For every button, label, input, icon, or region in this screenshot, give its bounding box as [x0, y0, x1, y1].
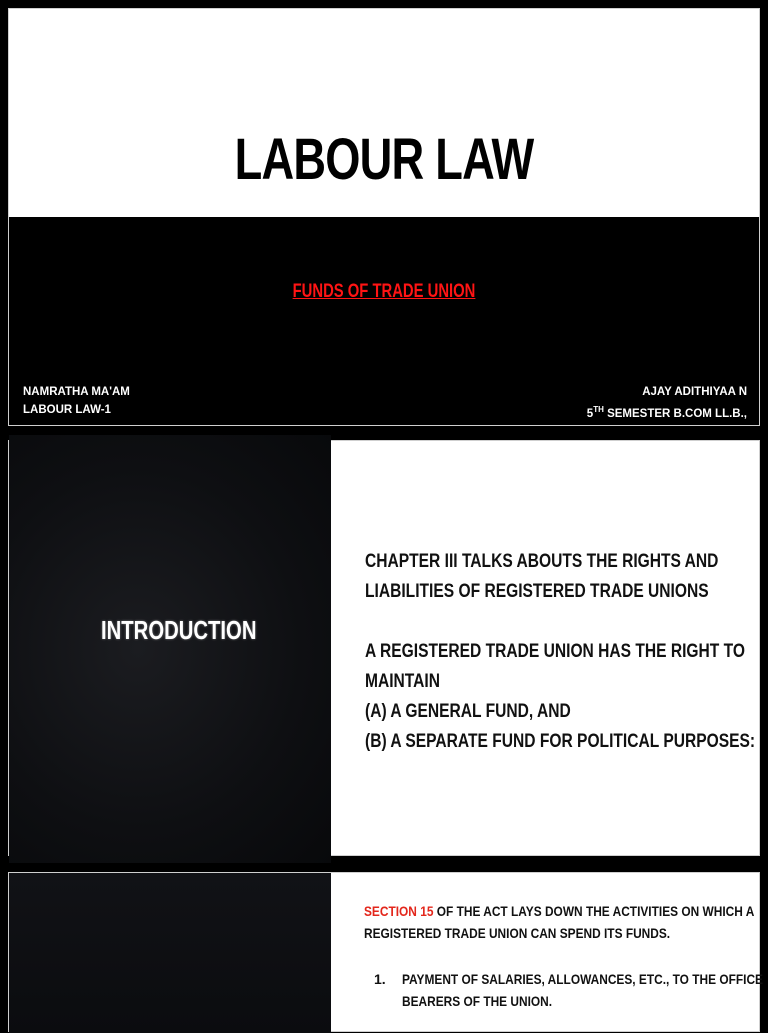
paragraph2-line: A REGISTERED TRADE UNION HAS THE RIGHT TO: [365, 641, 746, 662]
student-name: AJAY ADITHIYAA N: [642, 386, 747, 398]
section15-slide: [8, 872, 763, 1032]
semester-rest: SEMESTER B.COM LL.B.,: [603, 407, 747, 420]
paragraph2-line: MAINTAIN: [365, 671, 441, 692]
main-title: LABOUR LAW: [234, 127, 534, 192]
list-item: [364, 968, 763, 1012]
list-item-line: PAYMENT OF SALARIES, ALLOWANCES, ETC., TO THE OFFICE: [402, 971, 763, 987]
paragraph2-line: (A) A GENERAL FUND, AND: [365, 701, 571, 722]
instructor-name: NAMRATHA MA'AM: [23, 386, 130, 398]
section-reference: SECTION 15: [364, 903, 434, 919]
section15-intro-line2: REGISTERED TRADE UNION CAN SPEND ITS FUNDS.: [364, 925, 671, 941]
title-slide: [8, 8, 760, 426]
instructor-credit: [23, 383, 130, 419]
semester-suffix: TH: [593, 405, 604, 414]
course-name: LABOUR LAW-1: [23, 404, 111, 416]
semester-number: 5: [586, 407, 594, 420]
section15-intro-line: [364, 900, 755, 922]
dark-side-panel: [9, 435, 331, 863]
paragraph-spacer: [365, 607, 745, 637]
dark-side-panel: [9, 873, 331, 1033]
paragraph1-line: CHAPTER III TALKS ABOUTS THE RIGHTS AND: [365, 551, 719, 572]
section15-body: [364, 900, 763, 1012]
introduction-slide: [8, 440, 760, 856]
activities-list: [364, 968, 763, 1012]
introduction-body: [365, 547, 756, 757]
slide-subtitle: FUNDS OF TRADE UNION: [292, 281, 476, 302]
paragraph2-line: (B) A SEPARATE FUND FOR POLITICAL PURPOSES:: [365, 731, 756, 752]
student-semester: [587, 401, 747, 423]
list-item-number: 1.: [374, 971, 386, 987]
introduction-heading: INTRODUCTION: [101, 615, 257, 645]
intro-rest: OF THE ACT LAYS DOWN THE ACTIVITIES ON WHICH A: [433, 903, 755, 919]
paragraph1-line: LIABILITIES OF REGISTERED TRADE UNIONS: [365, 581, 709, 602]
list-item-line: BEARERS OF THE UNION.: [402, 993, 553, 1009]
student-credit: [587, 383, 747, 423]
